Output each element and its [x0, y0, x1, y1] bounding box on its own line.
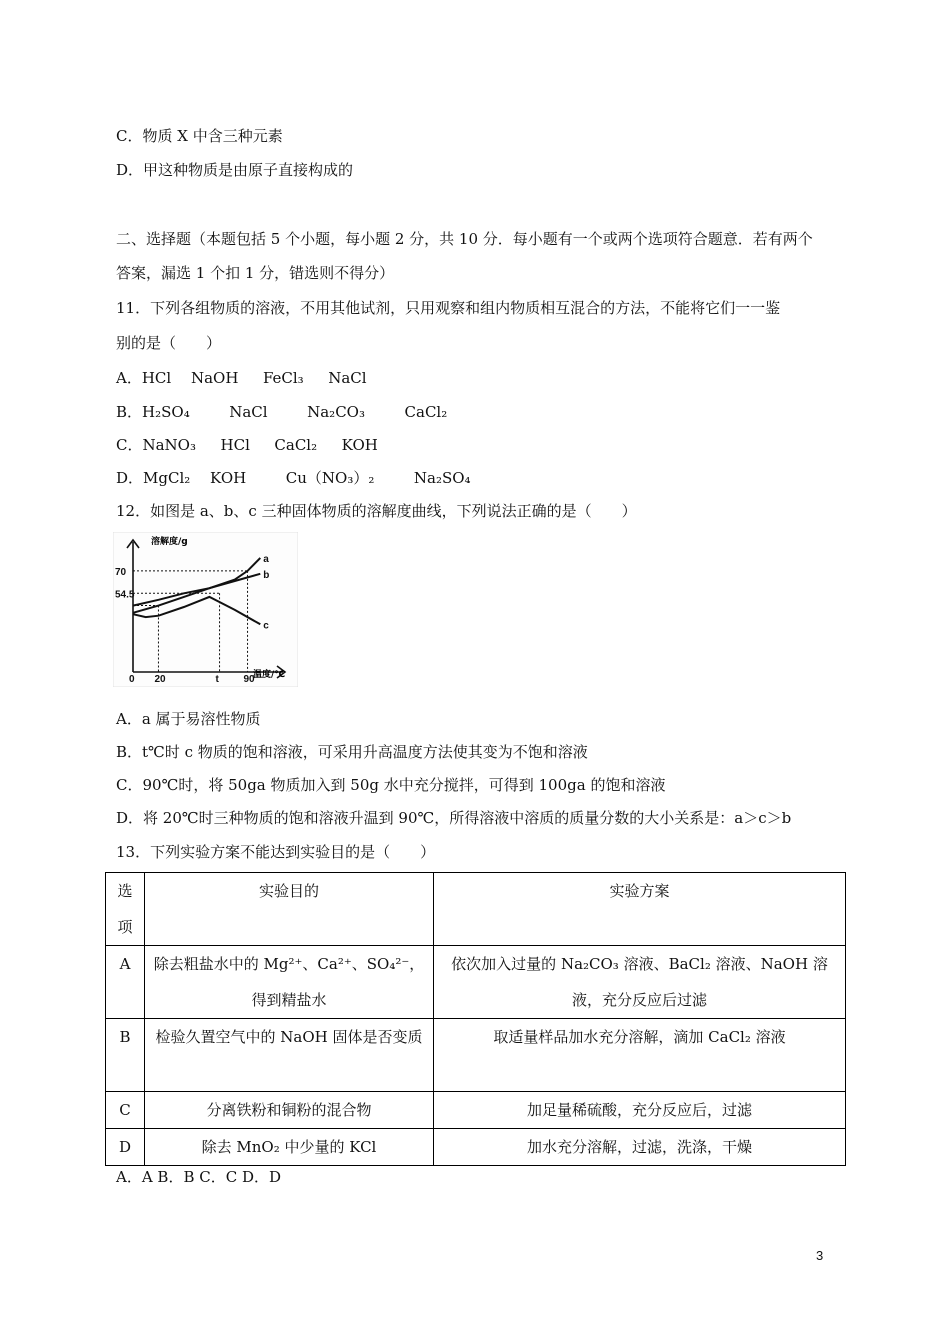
y-tick-label: 70 [115, 566, 127, 578]
table-row [106, 1129, 846, 1166]
table-row [106, 1019, 846, 1092]
section2-heading-line1: 二、选择题（本题包括 5 个小题，每小题 2 分，共 10 分．每小题有一个或两个选项符合题意．若有两个 [116, 230, 813, 248]
experiment-table [105, 872, 846, 1166]
header-option: 选项 [106, 873, 145, 946]
y-axis-label: 溶解度/g [151, 537, 188, 547]
table-row [106, 1092, 846, 1129]
x-tick-label: 0 [129, 674, 135, 685]
row-option: B [106, 1019, 145, 1092]
header-goal: 实验目的 [145, 873, 434, 946]
row-plan: 依次加入过量的 Na₂CO₃ 溶液、BaCl₂ 溶液、NaOH 溶液，充分反应后过滤 [434, 946, 846, 1019]
row-goal: 分离铁粉和铜粉的混合物 [145, 1092, 434, 1129]
table-row [106, 946, 846, 1019]
row-goal: 检验久置空气中的 NaOH 固体是否变质 [145, 1019, 434, 1092]
q10-option-d: D．甲这种物质是由原子直接构成的 [116, 161, 354, 179]
series-label-b: b [263, 569, 270, 581]
row-plan: 加水充分溶解，过滤，洗涤，干燥 [434, 1129, 846, 1166]
table-header-row [106, 873, 846, 946]
solubility-chart [113, 532, 298, 687]
x-tick-label: 90 [243, 674, 255, 685]
q11-stem-line1: 11．下列各组物质的溶液，不用其他试剂，只用观察和组内物质相互混合的方法，不能将它们一一鉴 [116, 299, 781, 317]
row-option: D [106, 1129, 145, 1166]
q11-option-a: A．HCl NaOH FeCl₃ NaCl [116, 369, 367, 387]
x-tick-label: 20 [154, 674, 166, 685]
q12-stem: 12．如图是 a、b、c 三种固体物质的溶解度曲线，下列说法正确的是（ ） [116, 502, 637, 520]
q12-option-b: B．t℃时 c 物质的饱和溶液，可采用升高温度方法使其变为不饱和溶液 [116, 743, 588, 761]
q10-option-c: C．物质 X 中含三种元素 [116, 127, 283, 145]
q11-option-b: B．H₂SO₄ NaCl Na₂CO₃ CaCl₂ [116, 403, 448, 421]
header-plan: 实验方案 [434, 873, 846, 946]
q11-stem-line2: 别的是（ ） [116, 334, 222, 352]
series-label-a: a [263, 553, 269, 565]
row-goal: 除去粗盐水中的 Mg²⁺、Ca²⁺、SO₄²⁻，得到精盐水 [145, 946, 434, 1019]
x-axis-label: 温度/℃ [253, 670, 286, 680]
row-plan: 取适量样品加水充分溶解，滴加 CaCl₂ 溶液 [434, 1019, 846, 1092]
series-label-c: c [263, 620, 269, 632]
x-tick-label: t [215, 674, 219, 685]
row-option: A [106, 946, 145, 1019]
section2-heading-line2: 答案，漏选 1 个扣 1 分，错选则不得分） [116, 264, 395, 282]
q13-answer-options: A．A B．B C．C D．D [116, 1168, 282, 1186]
q12-option-a: A．a 属于易溶性物质 [116, 710, 261, 728]
q12-option-c: C．90℃时，将 50ga 物质加入到 50g 水中充分搅拌，可得到 100ga 的饱和溶液 [116, 776, 666, 794]
y-tick-label: 54.5 [115, 589, 135, 601]
q11-option-c: C．NaNO₃ HCl CaCl₂ KOH [116, 436, 378, 454]
row-option: C [106, 1092, 145, 1129]
row-plan: 加足量稀硫酸，充分反应后，过滤 [434, 1092, 846, 1129]
q12-option-d: D．将 20℃时三种物质的饱和溶液升温到 90℃，所得溶液中溶质的质量分数的大小关系是：a＞c＞b [116, 809, 792, 827]
row-goal: 除去 MnO₂ 中少量的 KCl [145, 1129, 434, 1166]
q11-option-d: D．MgCl₂ KOH Cu（NO₃）₂ Na₂SO₄ [116, 469, 471, 487]
q13-stem: 13．下列实验方案不能达到实验目的是（ ） [116, 843, 436, 861]
page-number: 3 [816, 1248, 824, 1263]
